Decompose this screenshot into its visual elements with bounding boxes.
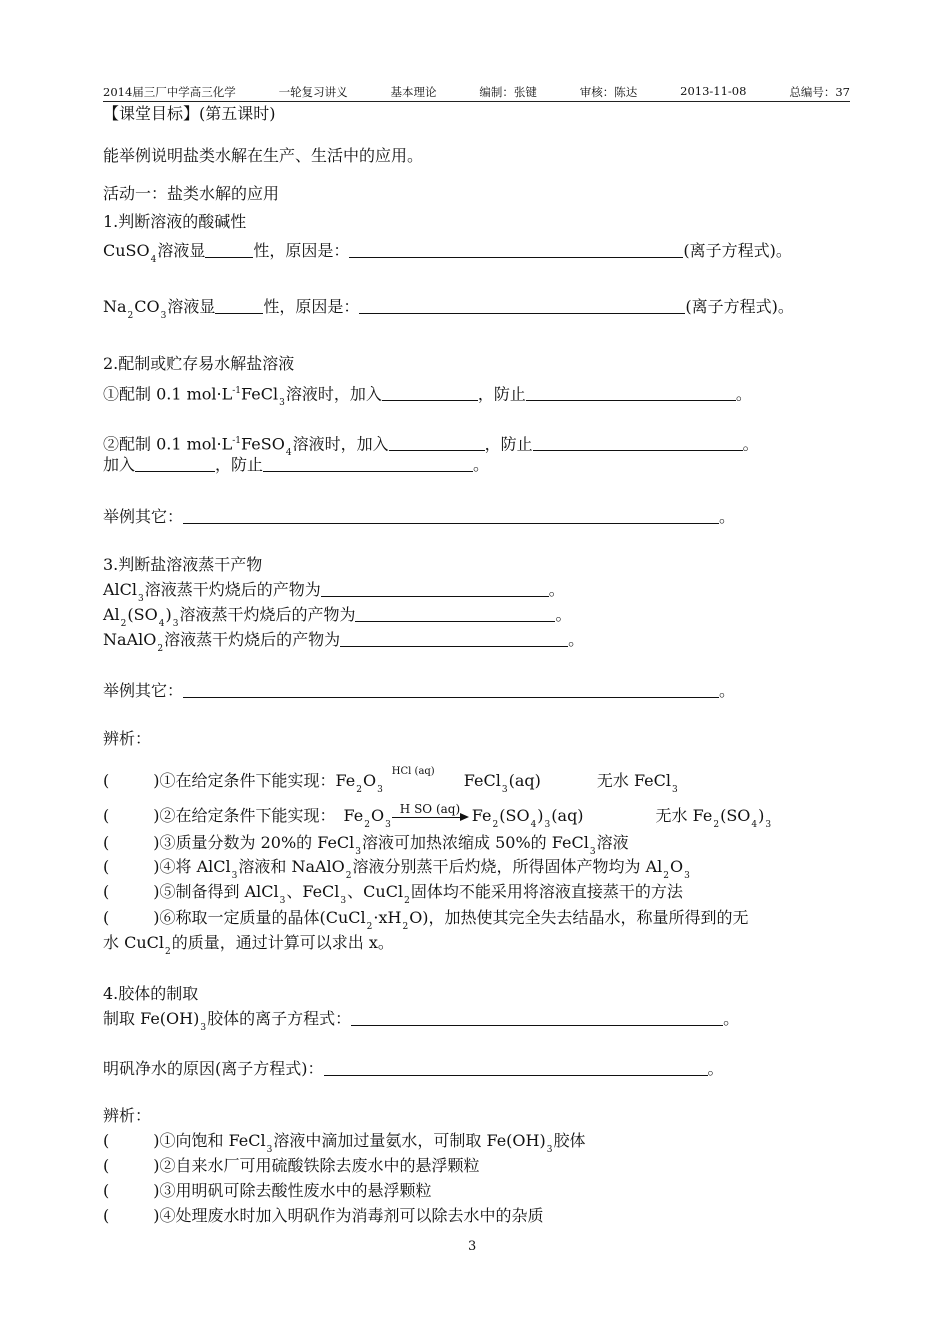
product-blank[interactable] — [340, 630, 568, 647]
header-unit: 基本理论 — [390, 85, 437, 99]
product-blank[interactable] — [321, 580, 549, 597]
analysis1-title: 辨析： — [103, 729, 152, 748]
analysis1-item3: ( )③质量分数为 20%的 FeCl$_3$溶液可加热浓缩成 50%的 FeCl$_3$溶液 — [103, 833, 629, 857]
add-blank[interactable] — [135, 455, 215, 472]
equation-blank[interactable] — [351, 1009, 723, 1026]
reaction-arrow: H SO (aq) — [392, 809, 472, 825]
analysis2-item2: ( )②自来水厂可用硫酸铁除去废水中的悬浮颗粒 — [103, 1156, 480, 1175]
section1-title: 1.判断溶液的酸碱性 — [103, 212, 247, 231]
reaction-arrow: HCl (aq) — [391, 765, 435, 777]
analysis1-item6-cont: 水 CuCl$_2$的质量，通过计算可以求出 x。 — [103, 933, 394, 957]
analysis1-item2: ( )②在给定条件下能实现： $Fe_2O_3$ H SO (aq) $Fe_2(SO_4)_3(aq)$ 无水 $Fe_2(SO_4)_3$ — [103, 801, 772, 830]
al2so43-line: $Al_2(SO_4)_3$溶液蒸干灼烧后的产物为 。 — [103, 605, 572, 629]
page-number: 3 — [468, 1239, 477, 1254]
product-blank[interactable] — [355, 605, 555, 622]
reason-blank[interactable] — [359, 297, 685, 314]
analysis2-item1: ( )①向饱和 FeCl$_3$溶液中滴加过量氨水，可制取 $Fe(OH)_3$胶体 — [103, 1131, 586, 1155]
alum-line: 明矾净水的原因(离子方程式)： 。 — [103, 1059, 724, 1078]
analysis2-item3: ( )③用明矾可除去酸性废水中的悬浮颗粒 — [103, 1181, 432, 1200]
feso4-extra-line: 加入 ，防止 。 — [103, 455, 490, 474]
example-blank[interactable] — [183, 507, 719, 524]
goal-text: 能举例说明盐类水解在生产、生活中的应用。 — [103, 146, 424, 165]
section3-other: 举例其它： 。 — [103, 681, 736, 700]
add-blank[interactable] — [382, 384, 478, 401]
header-school: 2014届三厂中学高三化学 — [103, 85, 236, 99]
header-date: 2013-11-08 — [680, 84, 747, 98]
section2-title: 2.配制或贮存易水解盐溶液 — [103, 354, 295, 373]
naalo2-line: NaAlO$_2$溶液蒸干灼烧后的产物为 。 — [103, 630, 585, 654]
analysis1-item6: ( )⑥称取一定质量的晶体$(CuCl_2\cdot xH_2O)$，加热使其完全失去结晶水，称量所得到的无 — [103, 908, 749, 932]
analysis1-item4: ( )④将 AlCl$_3$溶液和 NaAlO$_2$溶液分别蒸干后灼烧，所得固体产物均为 $Al_2O_3$ — [103, 857, 690, 881]
na2co3-line: $Na_2CO_3$溶液显 性，原因是： (离子方程式)。 — [103, 297, 794, 321]
fe-oh3-colloid-line: 制取 $Fe(OH)_3$胶体的离子方程式： 。 — [103, 1009, 740, 1033]
prevent-blank[interactable] — [526, 384, 736, 401]
section2-other: 举例其它： 。 — [103, 507, 736, 526]
section3-title: 3.判断盐溶液蒸干产物 — [103, 555, 263, 574]
analysis1-item1: ( )①在给定条件下能实现：$Fe_2O_3$ HCl (aq) FeCl$_3$(aq) 无水 FeCl$_3$ — [103, 765, 678, 795]
activity-title: 活动一：盐类水解的应用 — [103, 184, 280, 203]
page-header — [103, 84, 850, 102]
alcl3-line: AlCl$_3$溶液蒸干灼烧后的产物为 。 — [103, 580, 565, 604]
acidity-blank[interactable] — [215, 297, 263, 314]
header-editor: 编制：张键 — [479, 85, 537, 99]
prevent-blank[interactable] — [533, 434, 743, 451]
analysis2-title: 辨析： — [103, 1106, 152, 1125]
header-number: 总编号：37 — [789, 85, 850, 99]
equation-blank[interactable] — [324, 1059, 708, 1076]
analysis1-item5: ( )⑤制备得到 AlCl$_3$、FeCl$_3$、CuCl$_2$固体均不能采用将溶液直接蒸干的方法 — [103, 882, 683, 906]
analysis2-item4: ( )④处理废水时加入明矾作为消毒剂可以除去水中的杂质 — [103, 1206, 544, 1225]
reason-blank[interactable] — [349, 241, 683, 258]
feso4-prep-line: ②配制 0.1 $mol\cdot L^{-1}FeSO_4$溶液时，加入 ，防止 。 — [103, 434, 759, 459]
prevent-blank[interactable] — [263, 455, 473, 472]
goal-title: 【课堂目标】(第五课时) — [103, 104, 276, 123]
header-reviewer: 审核：陈达 — [579, 85, 638, 99]
add-blank[interactable] — [389, 434, 485, 451]
fecl3-prep-line: ①配制 0.1 $mol\cdot L^{-1}FeCl_3$溶液时，加入 ，防止 。 — [103, 384, 752, 409]
cuso4-line: CuSO$_4$溶液显 性，原因是： (离子方程式)。 — [103, 241, 792, 265]
example-blank[interactable] — [183, 681, 719, 698]
acidity-blank[interactable] — [205, 241, 253, 258]
section4-title: 4.胶体的制取 — [103, 984, 199, 1003]
header-series: 一轮复习讲义 — [278, 85, 348, 99]
